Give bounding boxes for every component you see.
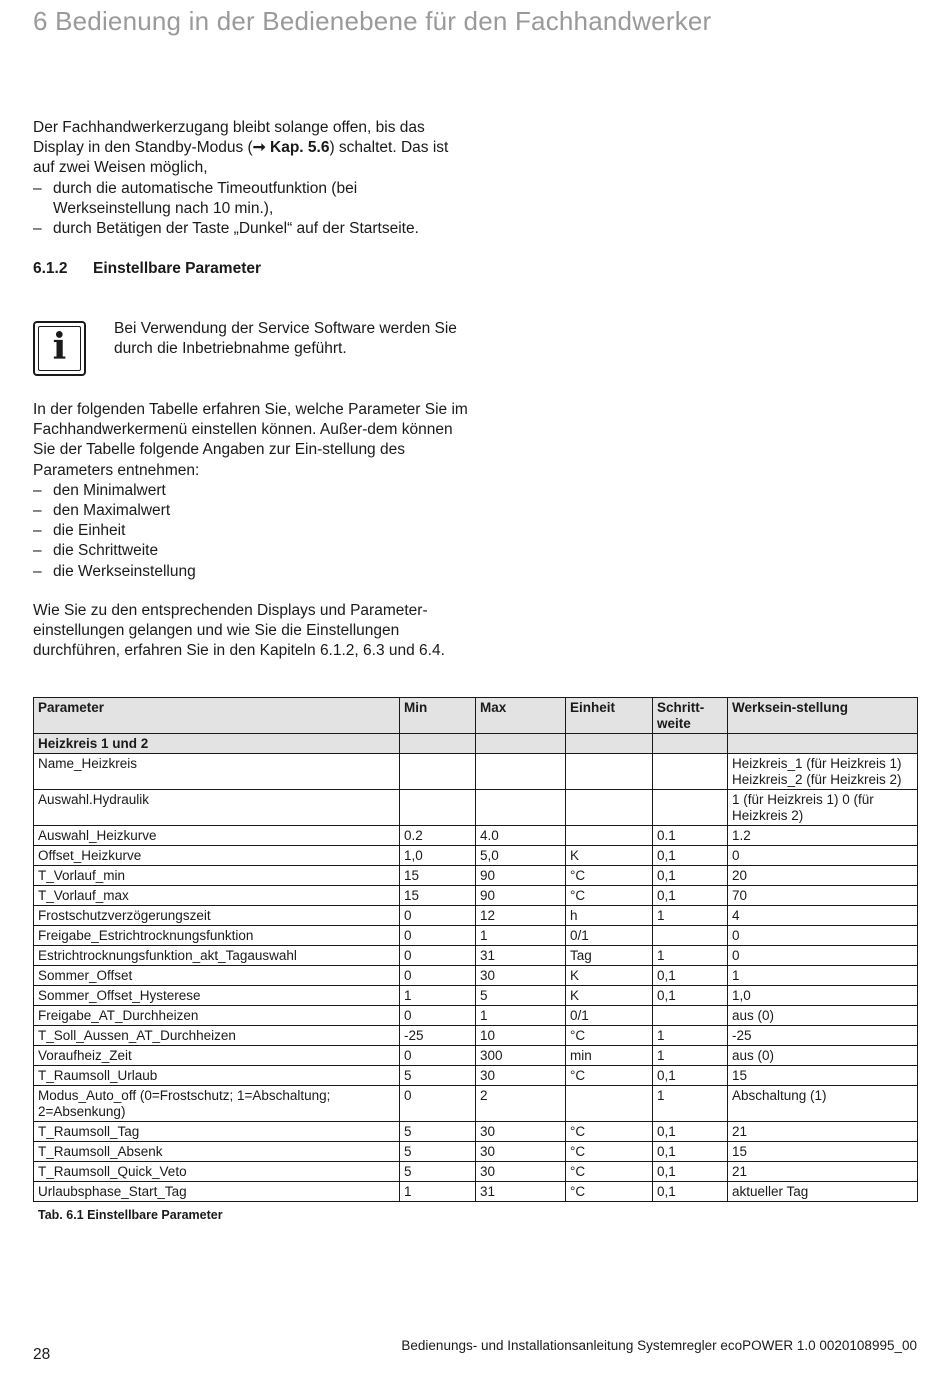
column-header-max: Max — [476, 698, 566, 734]
cell-max: 30 — [476, 966, 566, 986]
info-note-text: Bei Verwendung der Service Software werden Sie durch die Inbetriebnahme geführt. — [114, 320, 457, 358]
cell-step: 0,1 — [653, 1066, 728, 1086]
page-number: 28 — [33, 1346, 51, 1363]
list-item-text: durch Betätigen der Taste „Dunkel“ auf der Startseite. — [53, 220, 419, 238]
table-row — [34, 1046, 918, 1066]
cell-min: 1 — [400, 986, 476, 1006]
cell-min: 15 — [400, 866, 476, 886]
table-row — [34, 1026, 918, 1046]
cell-unit: °C — [566, 1066, 653, 1086]
cell-max: 90 — [476, 866, 566, 886]
chapter-reference[interactable] — [253, 139, 330, 156]
table-row — [34, 886, 918, 906]
table-row — [34, 926, 918, 946]
cell-parameter: Voraufheiz_Zeit — [34, 1046, 400, 1066]
column-header-default: Werksein-stellung — [728, 698, 918, 734]
cell-unit — [566, 826, 653, 846]
cell-step: 0,1 — [653, 1162, 728, 1182]
cell-default: aktueller Tag — [728, 1182, 918, 1202]
list-item-text: die Schrittweite — [53, 542, 159, 560]
dash-marker: – — [33, 481, 42, 499]
cell-default: 21 — [728, 1122, 918, 1142]
table-cell — [728, 734, 918, 754]
group-label: Heizkreis 1 und 2 — [34, 734, 400, 754]
cell-step: 1 — [653, 1026, 728, 1046]
list-item — [33, 219, 473, 239]
cell-step — [653, 754, 728, 790]
cell-parameter: Offset_Heizkurve — [34, 846, 400, 866]
cell-unit: K — [566, 846, 653, 866]
cell-default: 70 — [728, 886, 918, 906]
parameter-table — [33, 697, 918, 1202]
table-row — [34, 866, 918, 886]
cell-min: 0 — [400, 1046, 476, 1066]
chapter-title: 6 Bedienung in der Bedienebene für den Fachhandwerker — [33, 6, 712, 36]
cell-parameter: T_Raumsoll_Absenk — [34, 1142, 400, 1162]
list-item — [33, 521, 473, 541]
cell-unit: °C — [566, 1122, 653, 1142]
cell-parameter: T_Raumsoll_Quick_Veto — [34, 1162, 400, 1182]
cell-default: Abschaltung (1) — [728, 1086, 918, 1122]
cell-default: 15 — [728, 1066, 918, 1086]
table-group-row — [34, 734, 918, 754]
info-icon — [33, 321, 86, 376]
intro-text-before: Der Fachhandwerkerzugang bleibt solange offen, bis das Display in den Standby-Modus ( — [33, 119, 425, 157]
cell-min — [400, 790, 476, 826]
column-header-step: Schritt-weite — [653, 698, 728, 734]
table-row — [34, 1086, 918, 1122]
table-cell — [400, 734, 476, 754]
cell-min: 5 — [400, 1142, 476, 1162]
dash-marker: – — [33, 562, 42, 580]
cell-unit — [566, 790, 653, 826]
cell-unit — [566, 754, 653, 790]
cell-default: 4 — [728, 906, 918, 926]
cell-min: 0 — [400, 1006, 476, 1026]
cell-unit: min — [566, 1046, 653, 1066]
table-cell — [476, 734, 566, 754]
cell-parameter: Modus_Auto_off (0=Frostschutz; 1=Abschaltung; 2=Absenkung) — [34, 1086, 400, 1122]
intro-list — [33, 179, 473, 240]
cell-parameter: Sommer_Offset_Hysterese — [34, 986, 400, 1006]
list-item — [33, 501, 473, 521]
cell-min: 0 — [400, 946, 476, 966]
cell-min: -25 — [400, 1026, 476, 1046]
section-number: 6.1.2 — [33, 260, 68, 277]
cell-max: 300 — [476, 1046, 566, 1066]
cell-unit: K — [566, 986, 653, 1006]
list-item-text: durch die automatische Timeoutfunktion (bei Werkseinstellung nach 10 min.), — [53, 179, 358, 217]
cell-max: 90 — [476, 886, 566, 906]
cell-default: 1 (für Heizkreis 1) 0 (für Heizkreis 2) — [728, 790, 918, 826]
cell-step — [653, 1006, 728, 1026]
cell-default: 0 — [728, 926, 918, 946]
cell-parameter: Estrichtrocknungsfunktion_akt_Tagauswahl — [34, 946, 400, 966]
cell-default: 0 — [728, 946, 918, 966]
cell-unit: °C — [566, 866, 653, 886]
cell-parameter: T_Soll_Aussen_AT_Durchheizen — [34, 1026, 400, 1046]
list-item-text: den Minimalwert — [53, 481, 166, 499]
table-row — [34, 966, 918, 986]
cell-unit: Tag — [566, 946, 653, 966]
info-icon-glyph: i — [52, 326, 67, 368]
cell-unit: °C — [566, 1142, 653, 1162]
table-row — [34, 754, 918, 790]
table-row — [34, 1162, 918, 1182]
cell-max: 5,0 — [476, 846, 566, 866]
cell-step: 0,1 — [653, 866, 728, 886]
arrow-right-icon: ➞ — [252, 139, 266, 157]
cell-unit: 0/1 — [566, 926, 653, 946]
cell-unit: h — [566, 906, 653, 926]
intro-block — [33, 118, 473, 239]
cell-parameter: T_Raumsoll_Tag — [34, 1122, 400, 1142]
table-row — [34, 986, 918, 1006]
cell-min: 5 — [400, 1066, 476, 1086]
table-caption: Tab. 6.1 Einstellbare Parameter — [38, 1208, 223, 1222]
cell-default: 20 — [728, 866, 918, 886]
cell-step — [653, 926, 728, 946]
dash-marker: – — [33, 502, 42, 520]
navigation-hint-block — [33, 601, 473, 662]
cell-max: 1 — [476, 926, 566, 946]
cell-step: 0,1 — [653, 1122, 728, 1142]
section-title: Einstellbare Parameter — [93, 260, 262, 277]
cell-step — [653, 790, 728, 826]
table-row — [34, 1142, 918, 1162]
cell-step: 0,1 — [653, 886, 728, 906]
cell-step: 1 — [653, 1046, 728, 1066]
cell-step: 1 — [653, 946, 728, 966]
parameter-intro-block — [33, 400, 473, 582]
cell-max: 31 — [476, 946, 566, 966]
cell-parameter: Sommer_Offset — [34, 966, 400, 986]
table-header-row — [34, 698, 918, 734]
cell-unit: K — [566, 966, 653, 986]
cell-parameter: Freigabe_Estrichtrocknungsfunktion — [34, 926, 400, 946]
table-row — [34, 790, 918, 826]
cell-min: 1 — [400, 1182, 476, 1202]
cell-max — [476, 754, 566, 790]
cell-max: 1 — [476, 1006, 566, 1026]
cell-min — [400, 754, 476, 790]
intro-paragraph — [33, 118, 473, 179]
intro-text-after: ) schaltet. Das ist auf zwei Weisen möglich, — [33, 139, 449, 177]
cell-step: 0,1 — [653, 1142, 728, 1162]
cell-step: 1 — [653, 906, 728, 926]
list-item — [33, 179, 473, 219]
table-row — [34, 946, 918, 966]
table-row — [34, 1066, 918, 1086]
cell-max: 5 — [476, 986, 566, 1006]
cell-max: 31 — [476, 1182, 566, 1202]
table-body — [34, 734, 918, 1202]
cell-default: 1,0 — [728, 986, 918, 1006]
list-item — [33, 541, 473, 561]
cell-parameter: Auswahl.Hydraulik — [34, 790, 400, 826]
cell-parameter: Freigabe_AT_Durchheizen — [34, 1006, 400, 1026]
parameter-info-list — [33, 481, 473, 582]
table-row — [34, 826, 918, 846]
cell-min: 5 — [400, 1162, 476, 1182]
cell-default: aus (0) — [728, 1006, 918, 1026]
dash-marker: – — [33, 220, 42, 238]
dash-marker: – — [33, 179, 42, 197]
cell-default: 15 — [728, 1142, 918, 1162]
cell-min: 1,0 — [400, 846, 476, 866]
column-header-parameter: Parameter — [34, 698, 400, 734]
cell-parameter: Auswahl_Heizkurve — [34, 826, 400, 846]
cell-step: 0,1 — [653, 846, 728, 866]
cell-default: -25 — [728, 1026, 918, 1046]
cell-unit: °C — [566, 886, 653, 906]
cell-min: 0.2 — [400, 826, 476, 846]
cell-unit: °C — [566, 1162, 653, 1182]
cell-max: 30 — [476, 1162, 566, 1182]
cell-max — [476, 790, 566, 826]
cell-max: 4.0 — [476, 826, 566, 846]
cell-max: 12 — [476, 906, 566, 926]
table-row — [34, 1182, 918, 1202]
list-item-text: den Maximalwert — [53, 502, 171, 520]
cell-default: 1 — [728, 966, 918, 986]
cell-parameter: Urlaubsphase_Start_Tag — [34, 1182, 400, 1202]
cell-default: 21 — [728, 1162, 918, 1182]
table-cell — [566, 734, 653, 754]
cell-default: aus (0) — [728, 1046, 918, 1066]
cell-min: 0 — [400, 966, 476, 986]
cell-unit: °C — [566, 1026, 653, 1046]
table-row — [34, 1122, 918, 1142]
cell-default: Heizkreis_1 (für Heizkreis 1) Heizkreis_2 (für Heizkreis 2) — [728, 754, 918, 790]
footer-document-title: Bedienungs- und Installationsanleitung Systemregler ecoPOWER 1.0 0020108995_00 — [401, 1338, 917, 1353]
column-header-unit: Einheit — [566, 698, 653, 734]
list-item — [33, 562, 473, 582]
cell-default: 1.2 — [728, 826, 918, 846]
list-item — [33, 481, 473, 501]
cell-step: 0,1 — [653, 966, 728, 986]
cell-parameter: T_Vorlauf_min — [34, 866, 400, 886]
cell-min: 5 — [400, 1122, 476, 1142]
cell-max: 30 — [476, 1122, 566, 1142]
navigation-hint-paragraph: Wie Sie zu den entsprechenden Displays und Parameter-einstellungen gelangen und wie Sie die Einstellungen durchführen, erfahren Sie in den Kapiteln 6.1.2, 6.3 und 6.4. — [33, 602, 445, 660]
cell-step: 0,1 — [653, 1182, 728, 1202]
cell-unit: 0/1 — [566, 1006, 653, 1026]
dash-marker: – — [33, 522, 42, 540]
table-row — [34, 1006, 918, 1026]
cell-parameter: Name_Heizkreis — [34, 754, 400, 790]
list-item-text: die Einheit — [53, 522, 126, 540]
cell-parameter: Frostschutzverzögerungszeit — [34, 906, 400, 926]
cell-step: 1 — [653, 1086, 728, 1122]
cell-max: 30 — [476, 1142, 566, 1162]
cell-max: 10 — [476, 1026, 566, 1046]
table-cell — [653, 734, 728, 754]
cell-default: 0 — [728, 846, 918, 866]
column-header-min: Min — [400, 698, 476, 734]
cell-min: 15 — [400, 886, 476, 906]
cell-min: 0 — [400, 906, 476, 926]
cell-min: 0 — [400, 926, 476, 946]
cell-max: 2 — [476, 1086, 566, 1122]
section-heading — [33, 260, 261, 278]
cell-unit: °C — [566, 1182, 653, 1202]
cell-step: 0.1 — [653, 826, 728, 846]
chapter-reference-label: Kap. 5.6 — [270, 139, 330, 157]
cell-step: 0,1 — [653, 986, 728, 1006]
cell-min: 0 — [400, 1086, 476, 1122]
cell-max: 30 — [476, 1066, 566, 1086]
cell-unit — [566, 1086, 653, 1122]
table-row — [34, 846, 918, 866]
dash-marker: – — [33, 542, 42, 560]
cell-parameter: T_Vorlauf_max — [34, 886, 400, 906]
cell-parameter: T_Raumsoll_Urlaub — [34, 1066, 400, 1086]
table-row — [34, 906, 918, 926]
parameter-intro-paragraph: In der folgenden Tabelle erfahren Sie, welche Parameter Sie im Fachhandwerkermenü einstellen können. Außer-dem können Sie der Tabelle folgende Angaben zur Ein-stellung des Parameters entnehmen: — [33, 401, 468, 479]
list-item-text: die Werkseinstellung — [53, 562, 196, 580]
